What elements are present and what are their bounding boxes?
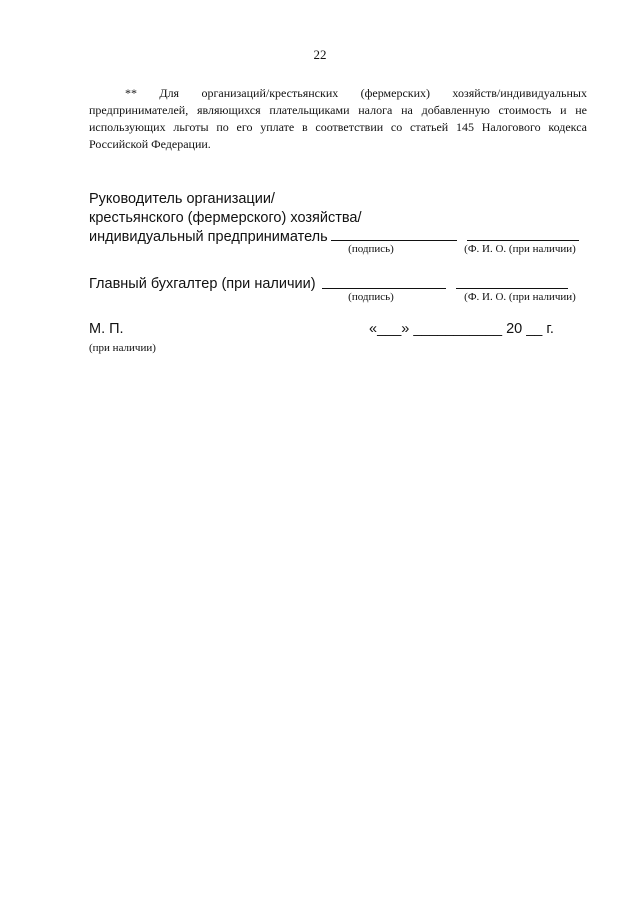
head-signature-caption: (подпись) — [348, 243, 394, 255]
page-number: 22 — [313, 47, 327, 62]
stamp-label: М. П. — [89, 321, 124, 337]
head-name-caption: (Ф. И. О. (при наличии) — [464, 243, 576, 255]
accountant-title: Главный бухгалтер (при наличии) — [89, 276, 316, 292]
stamp-note: (при наличии) — [89, 342, 156, 354]
accountant-name-line[interactable] — [456, 288, 568, 289]
accountant-name-caption: (Ф. И. О. (при наличии) — [464, 291, 576, 303]
accountant-signature-line[interactable] — [322, 288, 446, 289]
accountant-signature-caption: (подпись) — [348, 291, 394, 303]
head-title-line-3: индивидуальный предприниматель — [89, 229, 328, 245]
head-title-line-2: крестьянского (фермерского) хозяйства/ — [89, 210, 362, 226]
date-field[interactable]: «___» ___________ 20 __ г. — [369, 321, 554, 337]
head-signature-line[interactable] — [331, 240, 457, 241]
head-name-line[interactable] — [467, 240, 579, 241]
head-title-line-1: Руководитель организации/ — [89, 191, 275, 207]
footnote-text: ** Для организаций/крестьянских (фермерских) хозяйств/индивидуальных предпринимателей, являющихся плательщиками налога на добавленную стоимость и не использующих льготы по его уплате в соответствии со статьей 145 Налогового кодекса Российской Федерации. — [89, 86, 587, 151]
